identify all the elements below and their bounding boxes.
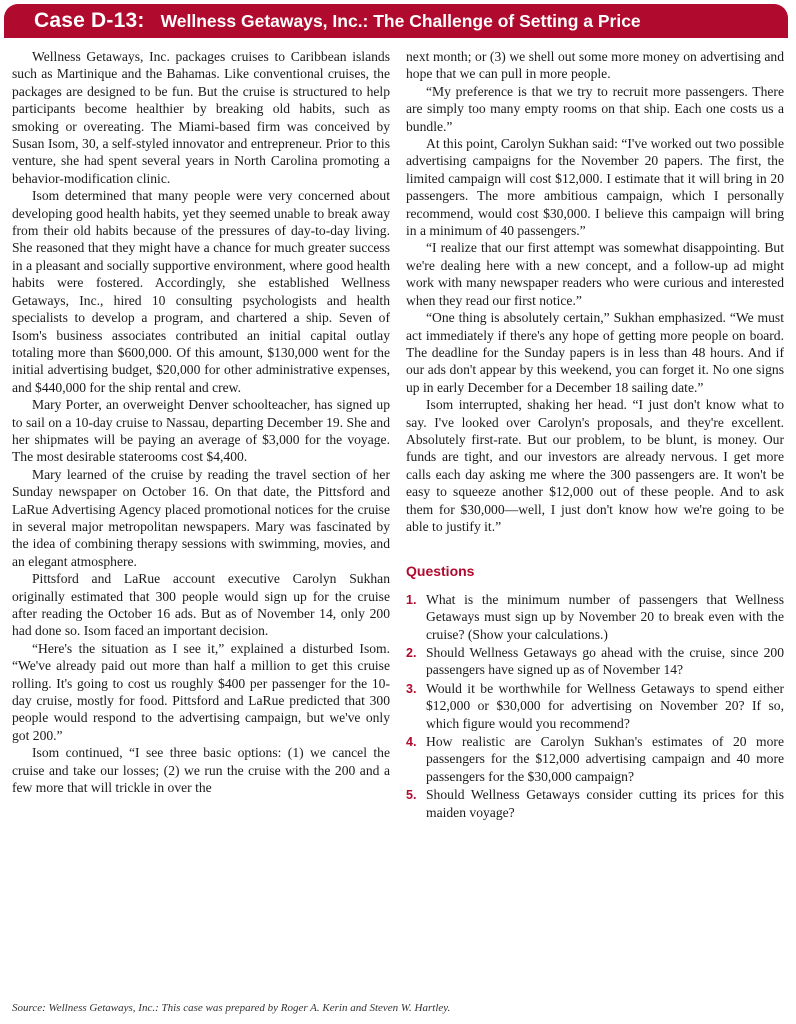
question-text: Would it be worthwhile for Wellness Getaways to spend either $12,000 or $30,000 for advertising on November 20? If so, which figure would you recommend? — [426, 680, 784, 731]
case-header-banner — [4, 4, 788, 38]
case-id: Case D-13: — [34, 9, 145, 32]
paragraph: next month; or (3) we shell out some more money on advertising and hope that we can pull in more people. — [406, 49, 784, 82]
question-item — [406, 680, 784, 732]
case-title: Wellness Getaways, Inc.: The Challenge of Setting a Price — [160, 10, 641, 31]
question-item — [406, 786, 784, 821]
paragraph: “I realize that our first attempt was somewhat disappointing. But we're dealing here with a new concept, and a follow-up ad might work with many newspaper readers who were curious and interested when they read our first notice.” — [406, 240, 784, 308]
paragraph: Pittsford and LaRue account executive Carolyn Sukhan originally estimated that 300 people would sign up for the cruise after reading the October 16 ads. But as of November 14, only 200 had done so. Isom faced an important decision. — [12, 571, 390, 639]
question-item — [406, 733, 784, 785]
question-number: 2. — [406, 646, 417, 660]
question-number: 3. — [406, 681, 417, 696]
paragraph: “My preference is that we try to recruit more passengers. There are simply too many empty rooms on that ship. Each one costs us a bundle.” — [406, 83, 784, 134]
questions-heading: Questions — [406, 563, 475, 580]
question-text: What is the minimum number of passengers that Wellness Getaways must sign up by November 20 to break even with the cruise? (Show your calculations.) — [426, 591, 784, 642]
question-number: 4. — [406, 735, 417, 750]
question-number: 1. — [406, 592, 417, 607]
question-text: Should Wellness Getaways go ahead with the cruise, since 200 passengers have signed up as of November 14? — [426, 645, 784, 678]
questions-list — [406, 591, 784, 821]
question-number: 5. — [406, 788, 417, 803]
paragraph: “Here's the situation as I see it,” explained a disturbed Isom. “We've already paid out more than half a million to get this cruise rolling. It's going to cost us roughly $400 per passenger for the 10-day cruise, mostly for food. Pittsford and LaRue predicted that 300 people would respond to the advertising campaign, but we've only got 200.” — [12, 640, 390, 743]
right-column — [406, 48, 784, 822]
question-item — [406, 644, 784, 679]
question-item — [406, 591, 784, 643]
paragraph: Isom interrupted, shaking her head. “I just don't know what to say. I've looked over Carolyn's proposals, and they're excellent. Absolutely first-rate. But our problem, to be blunt, is money. Our funds are tight, and our investors are already nervous. I get more calls each day asking me where the 300 passengers are. It won't be easy to squeeze another $12,000 out of these people. And to ask them for $30,000—well, I just don't know how we're going to be able to justify it.” — [406, 397, 784, 534]
paragraph: Wellness Getaways, Inc. packages cruises to Caribbean islands such as Martinique and the Bahamas. Like conventional cruises, the packages are designed to be fun. But the cruise is structured to help participants become healthier by breaking old habits, such as smoking or overeating. The Miami-based firm was conceived by Susan Isom, 30, a self-styled innovator and entrepreneur. Prior to this venture, she had spent several years in North Carolina promoting a behavior-modification clinic. — [12, 49, 390, 186]
paragraph: “One thing is absolutely certain,” Sukhan emphasized. “We must act immediately if there's any hope of getting more people on board. The deadline for the Sunday papers is in less than 48 hours. And if our ads don't appear by this weekend, you can forget it. No one signs up in early December for a December 18 sailing date.” — [406, 310, 784, 395]
paragraph: Mary Porter, an overweight Denver schoolteacher, has signed up to sail on a 10-day cruise to Nassau, departing December 19. She and her shipmates will be paying an average of $3,000 for the voyage. The most desirable staterooms cost $4,400. — [12, 397, 390, 465]
paragraph: Isom continued, “I see three basic options: (1) we cancel the cruise and take our losses; (2) we run the cruise with the 200 and a few more that will trickle in over the — [12, 745, 390, 796]
left-column — [12, 48, 390, 796]
paragraph: Mary learned of the cruise by reading the travel section of her Sunday newspaper on October 16. On that date, the Pittsford and LaRue Advertising Agency placed promotional notices for the cruise in several major metropolitan newspapers. Mary was fascinated by the idea of combining therapy sessions with swimming, movies, and an elegant atmosphere. — [12, 466, 390, 569]
paragraph: At this point, Carolyn Sukhan said: “I've worked out two possible advertising campaigns for the November 20 papers. The first, the limited campaign will cost $12,000. I estimate that it will bring in 20 passengers. The more ambitious campaign, which I personally recommend, would cost $30,000. I believe this campaign will bring in a minimum of 40 passengers.” — [406, 136, 784, 239]
question-text: How realistic are Carolyn Sukhan's estimates of 20 more passengers for the $12,000 advertising campaign and 40 more passengers for the $30,000 campaign? — [426, 734, 784, 784]
source-citation: Source: Wellness Getaways, Inc.: This case was prepared by Roger A. Kerin and Steven W. Hartley. — [12, 1002, 451, 1014]
paragraph: Isom determined that many people were very concerned about developing good health habits, yet they seemed unable to break away from their old habits because of the pressures of day-to-day living. She reasoned that they might have a chance for much greater success in a pleasant and socially supportive environment, where good health habits were fostered. Accordingly, she established Wellness Getaways, Inc., hired 10 consulting psychologists and health specialists to develop a program, and chartered a ship. Seven of Isom's business associates contributed an initial capital outlay totaling more than $600,000. Of this amount, $130,000 went for the initial advertising budget, $20,000 for other administrative expenses, and $440,000 for the ship rental and crew. — [12, 188, 390, 395]
question-text: Should Wellness Getaways consider cutting its prices for this maiden voyage? — [426, 787, 784, 820]
